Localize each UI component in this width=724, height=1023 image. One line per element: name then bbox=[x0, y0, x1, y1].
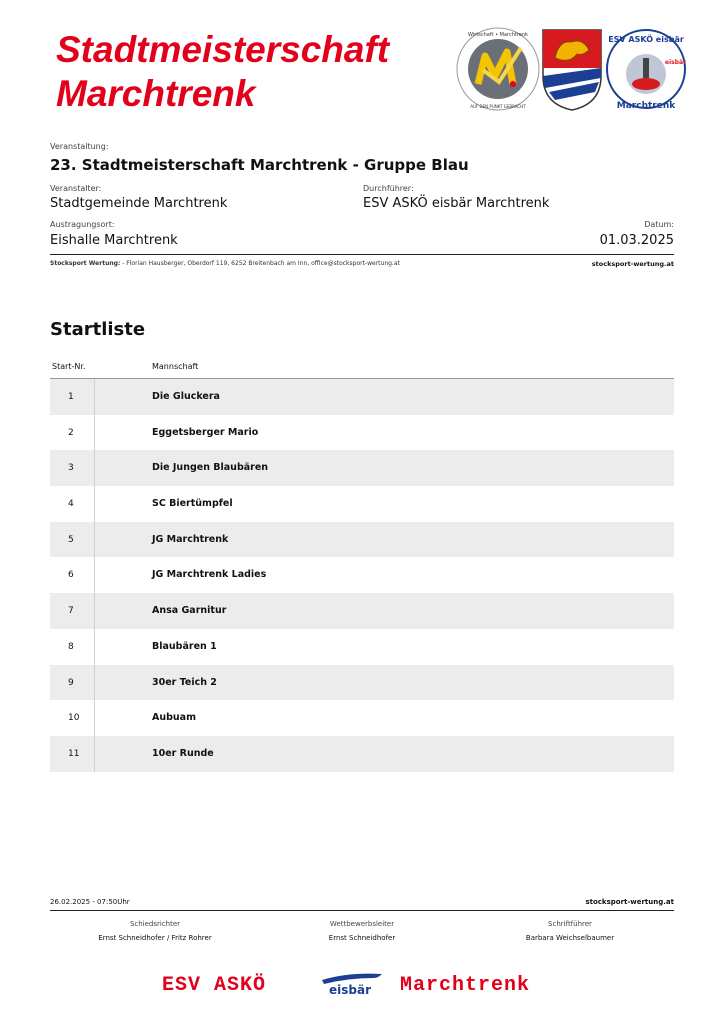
club-text-top: ESV ASKÖ eisbär bbox=[608, 35, 684, 44]
leader-name: Ernst Schneidhofer bbox=[328, 934, 396, 942]
table-row bbox=[50, 486, 674, 522]
start-nr: 2 bbox=[68, 427, 74, 438]
print-timestamp: 26.02.2025 - 07:50Uhr bbox=[50, 898, 130, 906]
organizer-value: Stadtgemeinde Marchtrenk bbox=[50, 196, 228, 211]
bottom-banner bbox=[0, 970, 724, 1004]
table-body bbox=[50, 379, 674, 772]
column-separator bbox=[94, 486, 95, 522]
table-row bbox=[50, 379, 674, 415]
team-name: Aubuam bbox=[152, 712, 196, 724]
coat-of-arms-logo bbox=[541, 28, 603, 112]
club-text-bottom: Marchtrenk bbox=[616, 101, 676, 111]
start-nr: 4 bbox=[68, 499, 74, 510]
eisbaer-logo bbox=[318, 970, 388, 1000]
start-nr: 5 bbox=[68, 534, 74, 545]
team-name: Die Gluckera bbox=[152, 391, 220, 402]
signature-secretary bbox=[470, 920, 670, 942]
table-row bbox=[50, 593, 674, 629]
col-team: Mannschaft bbox=[152, 362, 199, 371]
col-start-nr: Start-Nr. bbox=[52, 362, 86, 371]
stadtmarketing-text-bottom: AUF DEN PUNKT GEBRACHT bbox=[470, 104, 526, 109]
start-nr: 1 bbox=[68, 392, 74, 402]
team-name: Die Jungen Blaubären bbox=[152, 462, 269, 474]
table-row bbox=[50, 700, 674, 736]
start-nr: 10 bbox=[68, 713, 80, 724]
signature-referee bbox=[55, 920, 255, 942]
event-label: Veranstaltung: bbox=[50, 142, 109, 151]
secretary-name: Barbara Weichselbaumer bbox=[525, 934, 615, 942]
team-name: Ansa Garnitur bbox=[152, 605, 227, 617]
title-line-2: Marchtrenk bbox=[56, 73, 256, 114]
start-nr: 8 bbox=[68, 641, 74, 652]
date-label: Datum: bbox=[644, 220, 674, 229]
table-row bbox=[50, 629, 674, 665]
column-separator bbox=[94, 629, 95, 665]
eisbaer-logo-text: eisbär bbox=[329, 983, 371, 997]
banner-left-text: ESV ASKÖ bbox=[162, 974, 267, 997]
club-text-side: eisbär bbox=[665, 59, 686, 66]
table-header bbox=[50, 360, 674, 379]
column-separator bbox=[94, 557, 95, 593]
team-name: SC Biertümpfel bbox=[152, 498, 233, 510]
column-separator bbox=[94, 379, 95, 415]
club-logo bbox=[605, 24, 687, 114]
event-name: 23. Stadtmeisterschaft Marchtrenk - Gruppe Blau bbox=[50, 156, 469, 174]
team-name: Eggetsberger Mario bbox=[152, 426, 259, 438]
start-nr: 6 bbox=[68, 570, 74, 581]
stocksport-label: Stocksport Wertung: bbox=[50, 260, 121, 267]
team-name: 10er Runde bbox=[152, 747, 214, 759]
table-row bbox=[50, 736, 674, 772]
footer-divider bbox=[50, 910, 674, 911]
column-separator bbox=[94, 415, 95, 451]
header-divider bbox=[50, 254, 674, 255]
referee-name: Ernst Schneidhofer / Fritz Rohrer bbox=[98, 934, 212, 942]
column-separator bbox=[94, 736, 95, 772]
signature-leader bbox=[262, 920, 462, 942]
stadtmarketing-text-top: Wirtschaft • Marchtrenk bbox=[468, 32, 528, 38]
table-row bbox=[50, 415, 674, 451]
table-row bbox=[50, 557, 674, 593]
table-row bbox=[50, 665, 674, 701]
start-nr: 9 bbox=[68, 677, 74, 688]
column-separator bbox=[94, 700, 95, 736]
table-row bbox=[50, 522, 674, 558]
team-name: JG Marchtrenk Ladies bbox=[152, 569, 267, 581]
column-separator bbox=[94, 522, 95, 558]
title-line-1: Stadtmeisterschaft bbox=[56, 29, 390, 70]
team-name: JG Marchtrenk bbox=[152, 533, 229, 545]
start-nr: 3 bbox=[68, 463, 74, 474]
team-name: 30er Teich 2 bbox=[152, 676, 217, 688]
start-nr: 11 bbox=[68, 748, 80, 759]
column-separator bbox=[94, 450, 95, 486]
team-name: Blaubären 1 bbox=[152, 640, 217, 652]
logo-group bbox=[455, 20, 687, 120]
stadtmarketing-logo bbox=[455, 26, 541, 112]
executor-value: ESV ASKÖ eisbär Marchtrenk bbox=[363, 196, 550, 211]
start-nr: 7 bbox=[68, 606, 74, 617]
stocksport-details: - Florian Hausberger, Oberdorf 119, 6252 Breitenbach am Inn, office@stocksport-wertung.at bbox=[120, 260, 400, 267]
executor-label: Durchführer: bbox=[363, 184, 414, 193]
stocksport-site: stocksport-wertung.at bbox=[591, 260, 674, 268]
organizer-label: Veranstalter: bbox=[50, 184, 102, 193]
footer-site: stocksport-wertung.at bbox=[585, 898, 674, 906]
leader-role: Wettbewerbsleiter bbox=[329, 920, 395, 928]
column-separator bbox=[94, 593, 95, 629]
stocksport-info bbox=[50, 260, 400, 267]
location-value: Eishalle Marchtrenk bbox=[50, 233, 178, 248]
table-row bbox=[50, 450, 674, 486]
banner-right-text: Marchtrenk bbox=[400, 974, 531, 997]
page-title bbox=[56, 28, 456, 116]
location-label: Austragungsort: bbox=[50, 220, 115, 229]
secretary-role: Schriftführer bbox=[548, 920, 592, 928]
date-value: 01.03.2025 bbox=[599, 233, 674, 248]
column-separator bbox=[94, 665, 95, 701]
referee-role: Schiedsrichter bbox=[129, 920, 181, 928]
section-heading: Startliste bbox=[50, 319, 146, 340]
